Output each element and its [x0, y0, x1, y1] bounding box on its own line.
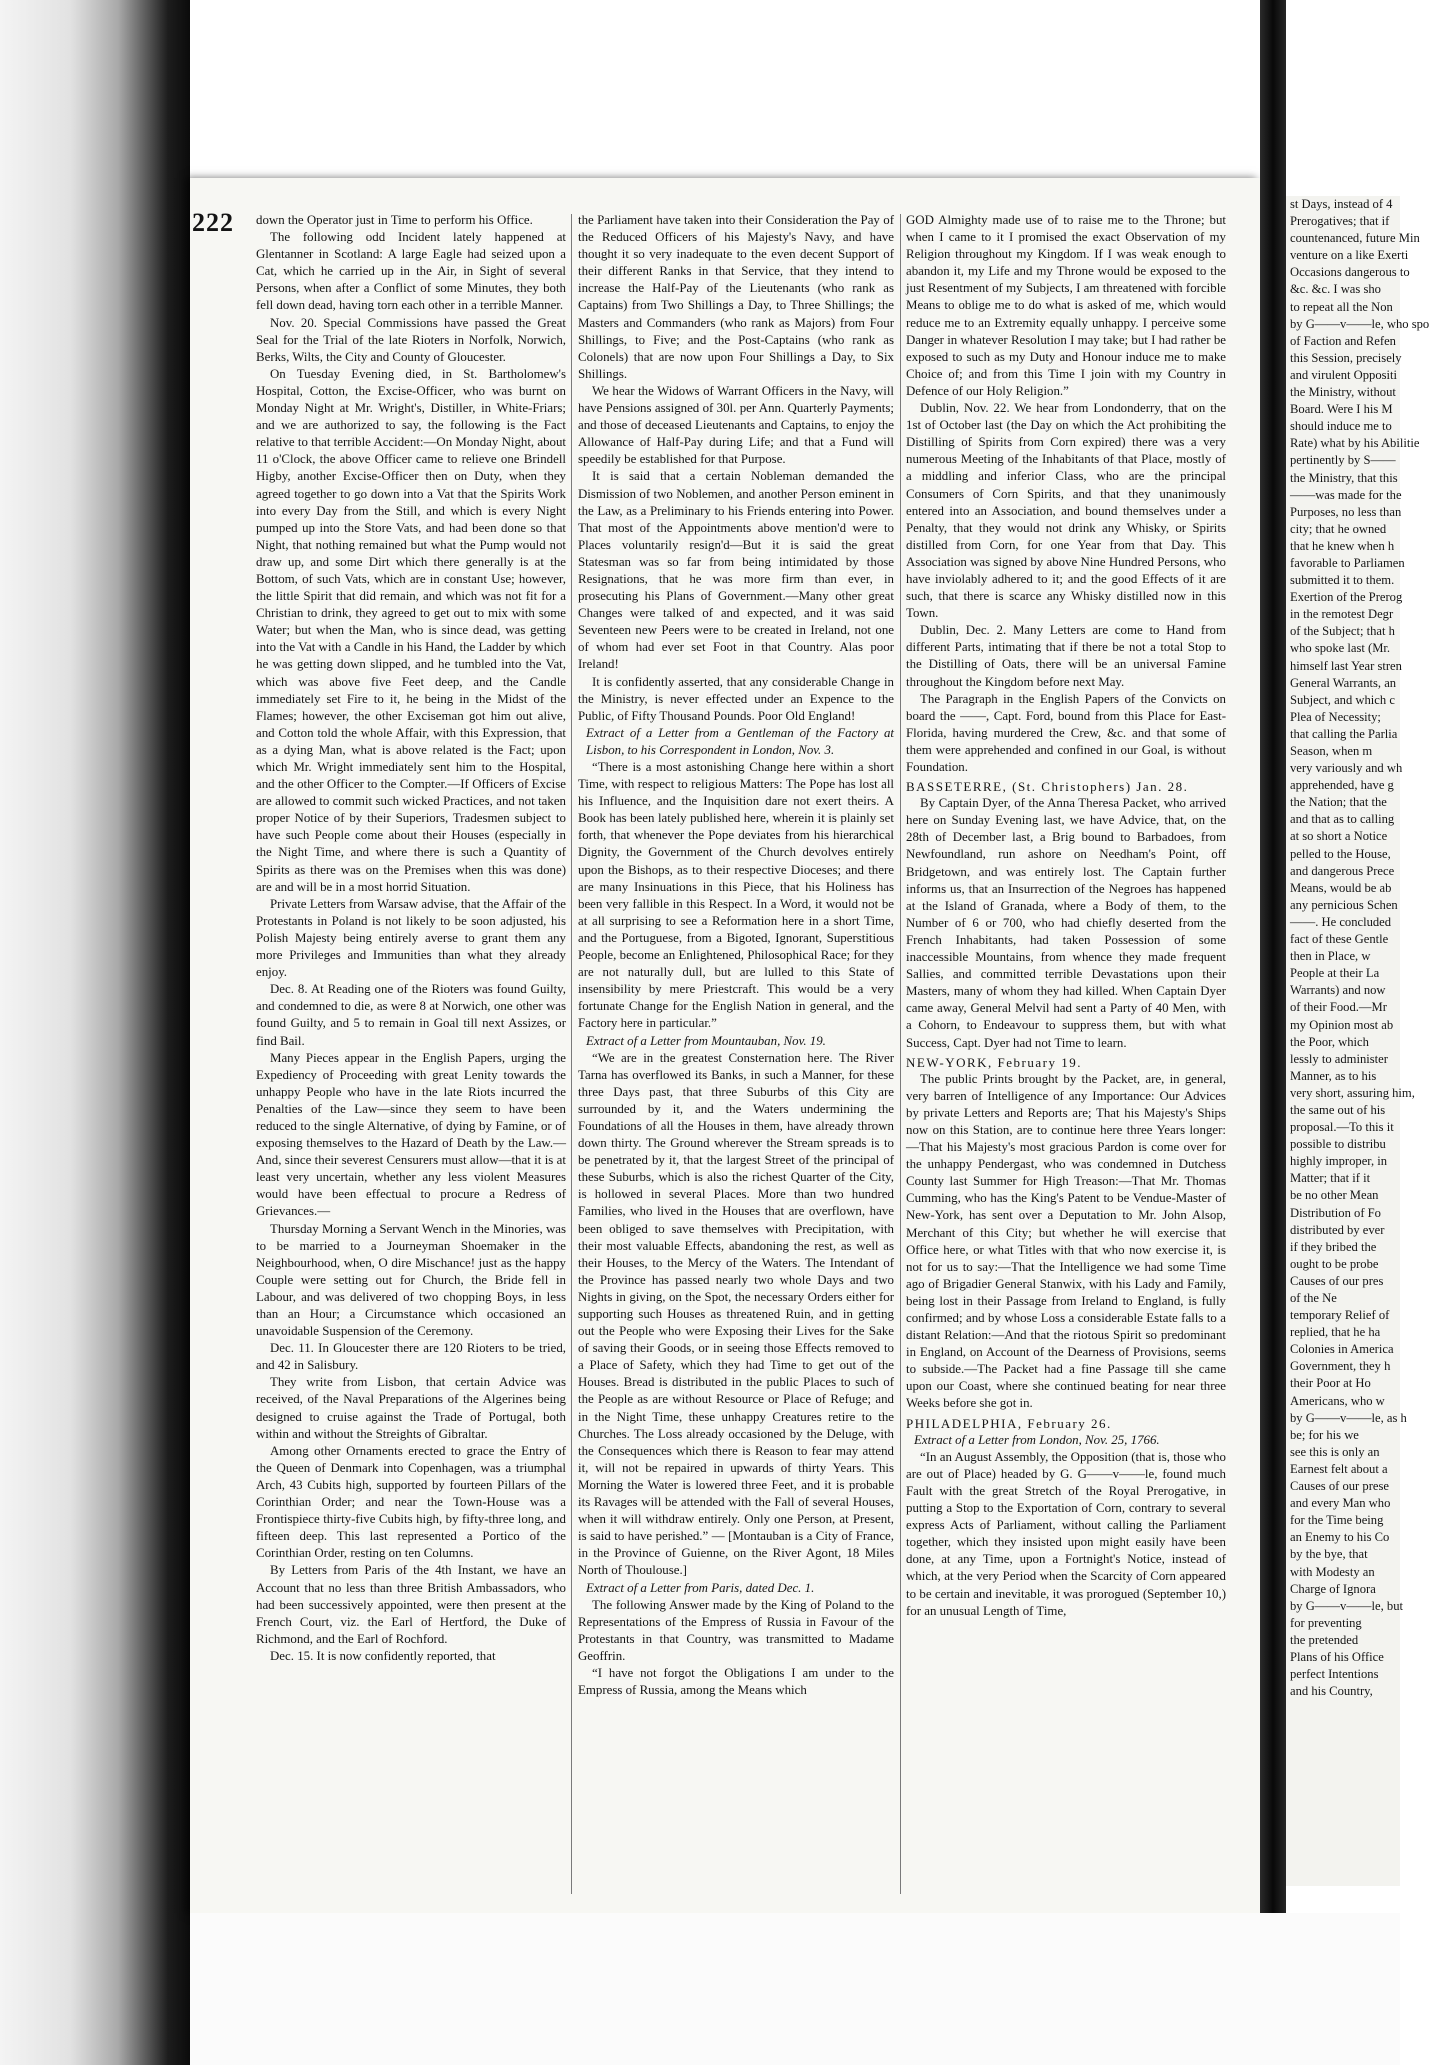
- book-gutter: [0, 0, 190, 2065]
- article-paragraph: The public Prints brought by the Packet, are, in general, very barren of Intelligence of any Importance: Our Advices by private Letters and Reports are; That his Majesty's Ships now on this Station, are to continue here three Years longer:—That his Majesty's most gracious Pardon is come over for the unhappy Pendergast, who was condemned in Dutchess County last Summer for High Treason:—That Mr. Thomas Cumming, who has the King's Patent to be Vendue-Master of New-York, has sent over a Deputation to Mr. John Alsop, Merchant of this City; but whether he will exercise that Office here, or what Titles with that who now exercise it, is not for us to say:—That the Intelligence we had some Time ago of Brigadier General Stanwix, with his Lady and Family, being lost in their Passage from Ireland to England, is fully confirmed; and by whose Loss a considerable Estate falls to a distant Relation:—And that the riotous Spirit so predominant in England, on Account of the Dearness of Provisions, seems to subside.—The Packet had a fine Passage till she came upon our Coast, where she continued beating for near three Weeks before she got in.: [906, 1071, 1226, 1411]
- facing-page-line: the Nation; that the: [1290, 795, 1387, 810]
- facing-page-line: be no other Mean: [1290, 1188, 1379, 1203]
- facing-page-line: venture on a like Exerti: [1290, 248, 1409, 263]
- facing-page-line: city; that he owned: [1290, 521, 1387, 536]
- facing-page-line: see this is only an: [1290, 1444, 1380, 1459]
- dateline-heading: NEW-YORK, February 19.: [906, 1054, 1082, 1070]
- column-2: [578, 212, 894, 1902]
- article-paragraph: It is confidently asserted, that any considerable Change in the Ministry, is never effected under an Expence to the Public, of Fifty Thousand Pounds. Poor Old England!: [578, 674, 894, 723]
- article-paragraph: “I have not forgot the Obligations I am under to the Empress of Russia, among the Means which: [578, 1665, 894, 1698]
- facing-page-line: that calling the Parlia: [1290, 726, 1398, 741]
- facing-page-line: Occasions dangerous to: [1290, 265, 1410, 280]
- facing-page-line: Colonies in America: [1290, 1342, 1394, 1357]
- facing-page-line: and dangerous Prece: [1290, 863, 1395, 878]
- newspaper-page: [190, 178, 1260, 1913]
- facing-page-line: in the remotest Degr: [1290, 607, 1394, 622]
- facing-page-line: of the Ne: [1290, 1291, 1337, 1305]
- article-paragraph: Dec. 8. At Reading one of the Rioters was found Guilty, and condemned to die, as were 8 at Norwich, one other was found Guilty, and 5 to remain in Goal till next Assizes, or find Bail.: [256, 982, 566, 1048]
- facing-page-line: Purposes, no less than: [1290, 504, 1402, 519]
- facing-page-line: highly improper, in: [1290, 1154, 1388, 1169]
- facing-page-line: and every Man who: [1290, 1496, 1391, 1511]
- facing-page-line: pertinently by S——: [1290, 453, 1396, 468]
- article-paragraph: “We are in the greatest Consternation here. The River Tarna has overflowed its Banks, in such a Manner, for these three Days past, that three Suburbs of this City are surrounded by it, and the Waters undermining the Foundations of all the Houses in them, have already thrown down thirty. The Ground wherever the Stream spreads is to be penetrated by it, that the largest Street of the principal of these Suburbs, which is also the richest Quarter of the City, is hollowed in several Places. More than two hundred Families, who lived in the Houses that are overflown, have been obliged to save themselves with Precipitation, with their most valuable Effects, abandoning the rest, as well as their Houses, to the Mercy of the Waters. The Intendant of the Province has passed nearly two whole Days and two Nights in giving, on the Spot, the necessary Orders either for supporting such Houses as threatened Ruin, and in getting out the People who were Exposing their Lives for the Sake of saving their Goods, or in seeing those Effects removed to a Place of Safety, which they had Time to get out of the Houses. Bread is distributed in the public Places to such of the People as are without Resource or Place of Refuge; and in the Night Time, these unhappy Creatures retire to the Churches. The Loss already occasioned by the Deluge, with the Consequences which there is Reason to fear may attend it, will not be repaired in upwards of thirty Years. This Morning the Water is lowered three Feet, and it is probable its Ravages will be attended with the Fall of several Houses, when it will withdraw entirely. Only one Person, at Present, is said to have perished.” — [Montauban is a City of France, in the Province of Guienne, on the River Agont, 18 Miles North of Thoulouse.]: [578, 1050, 894, 1578]
- letter-extract-heading: Extract of a Letter from a Gentleman of the Factory at Lisbon, to his Correspondent in London, Nov. 3.: [586, 725, 894, 757]
- facing-page-line: Means, would be ab: [1290, 880, 1392, 895]
- facing-page-line: with Modesty an: [1290, 1564, 1375, 1579]
- facing-page-line: Charge of Ignora: [1290, 1581, 1376, 1596]
- article-paragraph: “There is a most astonishing Change here within a short Time, with respect to religious Matters: The Pope has lost all his Influence, and the Inquisition dare not exert theirs. A Book has been lately published here, wherein it is plainly set forth, that whenever the Pope deviates from his hierarchical Dignity, the Government of the Church devolves entirely upon the Bishops, as to their respective Dioceses; and there are many Insinuations in this Piece, that his Holiness has been very fallible in this Respect. In a Word, it would not be at all surprising to see a Reformation here in a short Time, and the Portuguese, from a Bigoted, Ignorant, Superstitious People, become an Enlightened, Philosophical Race; for they are not naturally dull, but are lulled to this State of insensibility by mere Priestcraft. This would be a very fortunate Change for the English Nation in general, and the Factory here in particular.”: [578, 760, 894, 1031]
- facing-page-line: Rate) what by his Abilitie: [1290, 436, 1420, 451]
- page-number: 222: [192, 208, 234, 237]
- facing-page-line: of their Food.—Mr: [1290, 1000, 1387, 1015]
- column-rule-1: [571, 214, 572, 1894]
- facing-page-line: st Days, instead of 4: [1290, 197, 1393, 211]
- facing-page-line: Plans of his Office: [1290, 1649, 1384, 1664]
- facing-page-line: ought to be probe: [1290, 1256, 1379, 1271]
- facing-page-line: should induce me to: [1290, 419, 1392, 434]
- facing-page-line: People at their La: [1290, 966, 1380, 981]
- facing-page-line: perfect Intentions: [1290, 1667, 1379, 1682]
- facing-page-line: pelled to the House,: [1290, 846, 1391, 861]
- facing-page-line: and his Country,: [1290, 1684, 1373, 1699]
- article-paragraph: Private Letters from Warsaw advise, that the Affair of the Protestants in Poland is not likely to be soon adjusted, his Polish Majesty being entirely averse to grant them any more Privileges and Immunities than what they already enjoy.: [256, 896, 566, 980]
- article-paragraph: The following Answer made by the King of Poland to the Representations of the Empress of Russia in Favour of the Protestants in that Country, was transmitted to Madame Geoffrin.: [578, 1597, 894, 1663]
- book-spine: [1260, 0, 1286, 2065]
- facing-page-line: possible to distribu: [1290, 1137, 1386, 1152]
- facing-page-line: apprehended, have g: [1290, 778, 1394, 793]
- facing-page-line: if they bribed the: [1290, 1239, 1377, 1254]
- column-3: [906, 212, 1226, 1902]
- facing-page-line: Subject, and which c: [1290, 692, 1395, 707]
- facing-page-line: to repeat all the Non: [1290, 299, 1393, 314]
- facing-page-line: then in Place, w: [1290, 949, 1371, 964]
- facing-page-line: General Warrants, an: [1290, 675, 1397, 690]
- letter-extract-heading: Extract of a Letter from Mountauban, Nov. 19.: [586, 1033, 826, 1048]
- facing-page-line: very short, assuring him,: [1290, 1085, 1415, 1100]
- facing-page-line: distributed by ever: [1290, 1222, 1385, 1237]
- facing-page-edge: [1286, 196, 1429, 1886]
- facing-page-line: fact of these Gentle: [1290, 932, 1389, 947]
- facing-page-line: be; for his we: [1290, 1427, 1359, 1442]
- article-paragraph: GOD Almighty made use of to raise me to the Throne; but when I came to it I promised the exact Observation of my Religion throughout my Kingdom. If I was weak enough to abandon it, my Life and my Throne would be exposed to the just Resentment of my Subjects, I am threatened with forcible Means to oblige me to do what is asked of me, which would reduce me to an Extremity equally unhappy. I perceive some Danger in whatever Resolution I may take; but I had rather be exposed to such as my Duty and Honour induce me to make Choice of; and from this Time I join with my Country in Defence of our Holy Religion.”: [906, 213, 1226, 398]
- facing-page-line: Government, they h: [1290, 1359, 1391, 1374]
- facing-page-line: Earnest felt about a: [1290, 1461, 1388, 1476]
- facing-page-line: this Session, precisely: [1290, 350, 1402, 365]
- facing-page-line: ——. He concluded: [1290, 914, 1392, 929]
- facing-page-line: ——was made for the: [1290, 487, 1402, 502]
- facing-page-line: Plea of Necessity;: [1290, 709, 1381, 724]
- facing-page-line: himself last Year stren: [1290, 658, 1402, 673]
- facing-page-line: and virulent Oppositi: [1290, 367, 1398, 382]
- facing-page-line: and that as to calling: [1290, 812, 1395, 827]
- facing-page-line: by G——v——le, but: [1290, 1598, 1403, 1613]
- facing-page-line: Board. Were I his M: [1290, 402, 1393, 417]
- facing-page-line: countenanced, future Min: [1290, 231, 1420, 246]
- article-paragraph: They write from Lisbon, that certain Advice was received, of the Naval Preparations of the Algerines being designed to cruise against the Trade of Portugal, both within and without the Streights of Gibraltar.: [256, 1375, 566, 1441]
- article-paragraph: It is said that a certain Nobleman demanded the Dismission of two Noblemen, and another Person eminent in the Law, as a Preliminary to his Friends entering into Power. That most of the Appointments above mention'd were to Places voluntarily resign'd—But it is said the great Statesman was so far from being intimidated by those Resignations, that he was more firm than ever, in prosecuting his Plans of Government.—Many other great Changes were talked of and expected, and it was said Seventeen new Peers were to be created in Ireland, not one of whom had ever set Foot in that Country. Alas poor Ireland!: [578, 469, 894, 672]
- facing-page-line: by the bye, that: [1290, 1547, 1368, 1562]
- article-paragraph: Thursday Morning a Servant Wench in the Minories, was to be married to a Journeyman Shoemaker in the Neighbourhood, when, O dire Mischance! just as the happy Couple were setting out for Church, the Bride fell in Labour, and was delivered of two chopping Boys, in less than an Hour; a Circumstance which occasioned an unavoidable Suspension of the Ceremony.: [256, 1221, 566, 1339]
- article-paragraph: Dublin, Dec. 2. Many Letters are come to Hand from different Parts, intimating that if there be not a total Stop to the Distilling of Oats, there will be an universal Famine throughout the Kingdom before next May.: [906, 623, 1226, 689]
- facing-page-line: Manner, as to his: [1290, 1068, 1377, 1083]
- facing-page-line: the Ministry, without: [1290, 385, 1396, 400]
- facing-page-line: temporary Relief of: [1290, 1308, 1390, 1323]
- facing-page-line: by G——v——le, who spo: [1290, 316, 1429, 331]
- facing-page-line: Season, when m: [1290, 744, 1373, 758]
- facing-page-line: proposal.—To this it: [1290, 1120, 1394, 1135]
- article-paragraph: Dublin, Nov. 22. We hear from Londonderry, that on the 1st of October last (the Day on which the Act prohibiting the Distilling of Spirits from Corn expired) there was a very numerous Meeting of the Inhabitants of that Place, mostly of a middling and inferior Class, who are the principal Consumers of Corn Spirits, and that they unanimously entered into an Association, and bound themselves under a Penalty, that they would not drink any Whisky, or Spirits distilled from Corn, for one Year from that Day. This Association was signed by above Nine Hundred Persons, who have inviolably adhered to it; and the good Effects of it are such, that there is scarce any Whisky distilled now in this Town.: [906, 401, 1226, 621]
- facing-page-line: Causes of our pres: [1290, 1273, 1384, 1288]
- facing-page-line: favorable to Parliamen: [1290, 555, 1405, 570]
- facing-page-line: the pretended: [1290, 1632, 1359, 1647]
- facing-page-line: of Faction and Refen: [1290, 333, 1396, 348]
- article-paragraph: the Parliament have taken into their Consideration the Pay of the Reduced Officers of his Majesty's Navy, and have thought it so very inadequate to the even decent Support of their different Ranks in that Service, that they intend to increase the Half-Pay of the Lieutenants (who rank as Captains) from Two Shillings a Day, to Three Shillings; the Masters and Commanders (who rank as Majors) from Four Shillings, to Five; and the Post-Captains (who rank as Colonels) that are now upon Four Shillings a Day, to Six Shillings.: [578, 213, 894, 381]
- facing-page-line: Prerogatives; that if: [1290, 214, 1390, 229]
- article-paragraph: Dec. 15. It is now confidently reported, that: [270, 1648, 496, 1663]
- article-paragraph: Dec. 11. In Gloucester there are 120 Rioters to be tried, and 42 in Salisbury.: [256, 1341, 566, 1373]
- facing-page-line: my Opinion most ab: [1290, 1017, 1394, 1032]
- facing-page-line: &c. &c. I was sho: [1290, 282, 1381, 297]
- facing-page-line: the Poor, which: [1290, 1034, 1369, 1049]
- facing-page-line: replied, that he ha: [1290, 1325, 1381, 1340]
- column-1: [256, 212, 566, 1902]
- column-rule-2: [900, 214, 901, 1894]
- article-paragraph: Among other Ornaments erected to grace the Entry of the Queen of Denmark into Copenhagen, was a triumphal Arch, 43 Cubits high, supported by fourteen Pillars of the Corinthian Order; and near the Town-House was a Frontispiece thirty-five Cubits high, by fifty-three long, and fifteen deep. This last represented a Portico of the Corinthian Order, resting on ten Columns.: [256, 1443, 566, 1561]
- facing-page-line: very variously and wh: [1290, 761, 1403, 776]
- facing-page-line: Exertion of the Prerog: [1290, 590, 1403, 605]
- article-paragraph: “In an August Assembly, the Opposition (that is, those who are out of Place) headed by G. G——v——le, found much Fault with the great Stretch of the Royal Prerogative, in putting a Stop to the Exportation of Corn, contrary to several express Acts of Parliament, without calling the Parliament together, which they insisted upon might easily have been done, at any Time, upon a Fortnight's Notice, instead of which, at the very Period when the Scarcity of Corn appeared to be certain and inevitable, it was prorogued (September 10,) for an unusual Length of Time,: [906, 1449, 1226, 1618]
- article-paragraph: Many Pieces appear in the English Papers, urging the Expediency of Proceeding with great Lenity towards the unhappy People who have in the late Riots incurred the Penalties of the Law—since they seem to have been reduced to the single Alternative, of dying by Famine, or of exposing themselves to the Hazard of Death by the Law.—And, since their severest Censurers must allow—that it is at least very uncertain, whether any less violent Measures would have been effectual to procure a Redress of Grievances.—: [256, 1050, 566, 1219]
- letter-extract-heading: Extract of a Letter from London, Nov. 25, 1766.: [914, 1432, 1160, 1447]
- dateline-heading: BASSETERRE, (St. Christophers) Jan. 28.: [906, 779, 1189, 795]
- facing-page-line: lessly to administer: [1290, 1051, 1388, 1066]
- facing-page-line: their Poor at Ho: [1290, 1376, 1371, 1391]
- facing-page-line: at so short a Notice: [1290, 829, 1388, 844]
- facing-page-line: Americans, who w: [1290, 1393, 1385, 1408]
- facing-page-line: who spoke last (Mr.: [1290, 641, 1391, 656]
- facing-page-line: that he knew when h: [1290, 538, 1395, 553]
- facing-page-line: Warrants) and now: [1290, 983, 1386, 998]
- facing-page-line: an Enemy to his Co: [1290, 1530, 1390, 1545]
- scan-margin: [190, 1913, 1400, 2065]
- facing-page-line: Matter; that if it: [1290, 1171, 1371, 1186]
- dateline-heading: PHILADELPHIA, February 26.: [906, 1415, 1112, 1431]
- facing-page-line: Distribution of Fo: [1290, 1205, 1381, 1220]
- article-paragraph: Nov. 20. Special Commissions have passed the Great Seal for the Trial of the late Rioters in Norfolk, Norwich, Berks, Wilts, the City and County of Gloucester.: [256, 315, 566, 364]
- facing-page-line: any pernicious Schen: [1290, 897, 1398, 912]
- facing-page-line: the same out of his: [1290, 1102, 1386, 1117]
- facing-page-lines: [1286, 196, 1429, 1700]
- article-paragraph: The following odd Incident lately happened at Glentanner in Scotland: A large Eagle had seized upon a Cat, which he carried up in the Air, in Sight of several Persons, when after a Conflict of some Minutes, they both fell down dead, having torn each other in a terrible Manner.: [256, 230, 566, 313]
- facing-page-line: for the Time being: [1290, 1513, 1384, 1528]
- facing-page-line: by G——v——le, as h: [1290, 1410, 1407, 1425]
- facing-page-line: of the Subject; that h: [1290, 624, 1395, 639]
- article-paragraph: down the Operator just in Time to perform his Office.: [256, 213, 533, 227]
- facing-page-line: for preventing: [1290, 1615, 1362, 1630]
- article-paragraph: We hear the Widows of Warrant Officers in the Navy, will have Pensions assigned of 30l. per Ann. Quarterly Payments; and those of deceased Lieutenants and Captains, to enjoy the Allowance of Half-Pay during Life; and that a Fund will speedily be established for that Purpose.: [578, 383, 894, 467]
- article-paragraph: On Tuesday Evening died, in St. Bartholomew's Hospital, Cotton, the Excise-Officer, who was burnt on Monday Night at Mr. Wright's, Distiller, in White-Friars; and we are authorized to say, the following is the Fact relative to that terrible Accident:—On Monday Night, about 11 o'Clock, the above Officer came to relieve one Brindell Higby, another Excise-Officer then on Duty, when they agreed together to go down into a Vat that the Spirits Work into every Day from the Still, and which is every Night pumped up into the Store Vats, and had been done so that Night, that nothing remained but what the Pump would not draw up, and some Dirt which there generally is at the Bottom, of such Vats, which are in constant Use; however, the little Spirit that did remain, and which was not fit for a Christian to drink, they agreed to get out to mix with some Water; but when the Man, who is since dead, was getting into the Vat with a Candle in his Hand, the Ladder by which he was getting down slipped, and he tumbled into the Vat, which was above five Feet deep, and the Candle immediately set Fire to it, he being in the Midst of the Flames; however, the other Exciseman got him out alive, and Cotton told the whole Affair, with this Expression, that as a dying Man, what is above related is the Fact; upon which Mr. Wright immediately sent him to the Hospital, and the other Officer to the Compter.—If Officers of Excise are allowed to commit such wicked Practices, and not taken proper Notice of by their Superiors, Tradesmen subject to have such People come about their Houses (especially in the Night Time, and where there is such a Quantity of Spirits as there was on the Premises when this was done) are and will be in a most horrid Situation.: [256, 366, 567, 894]
- facing-page-line: submitted it to them.: [1290, 573, 1395, 588]
- letter-extract-heading: Extract of a Letter from Paris, dated Dec. 1.: [586, 1580, 815, 1595]
- facing-page-line: Causes of our prese: [1290, 1479, 1389, 1494]
- article-paragraph: By Captain Dyer, of the Anna Theresa Packet, who arrived here on Sunday Evening last, we have Advice, that, on the 28th of December last, a Brig bound to Barbadoes, from Newfoundland, run ashore on Needham's Point, off Bridgetown, and was entirely lost. The Captain further informs us, that an Insurrection of the Negroes has happened at the Island of Granada, where a Body of them, to the Number of 6 or 700, who had chiefly deserted from the French Inhabitants, had taken Possession of some inaccessible Mountains, from whence they made frequent Sallies, and committed terrible Devastations upon their Masters, many of whom they had killed. When Captain Dyer came away, General Melvil had sent a Party of 40 Men, with a Cohorn, to Endeavour to suppress them, but with what Success, Capt. Dyer had not Time to learn.: [906, 796, 1226, 1050]
- article-paragraph: The Paragraph in the English Papers of the Convicts on board the ——, Capt. Ford, bound from this Place for East-Florida, having murdered the Crew, &c. and that some of them were apprehended and confined in our Goal, is without Foundation.: [906, 691, 1226, 774]
- facing-page-line: the Ministry, that this: [1290, 470, 1398, 485]
- article-paragraph: By Letters from Paris of the 4th Instant, we have an Account that no less than three British Ambassadors, who had been successively appointed, were then present at the French Court, viz. the Earl of Hertford, the Duke of Richmond, and the Earl of Rochford.: [256, 1563, 566, 1646]
